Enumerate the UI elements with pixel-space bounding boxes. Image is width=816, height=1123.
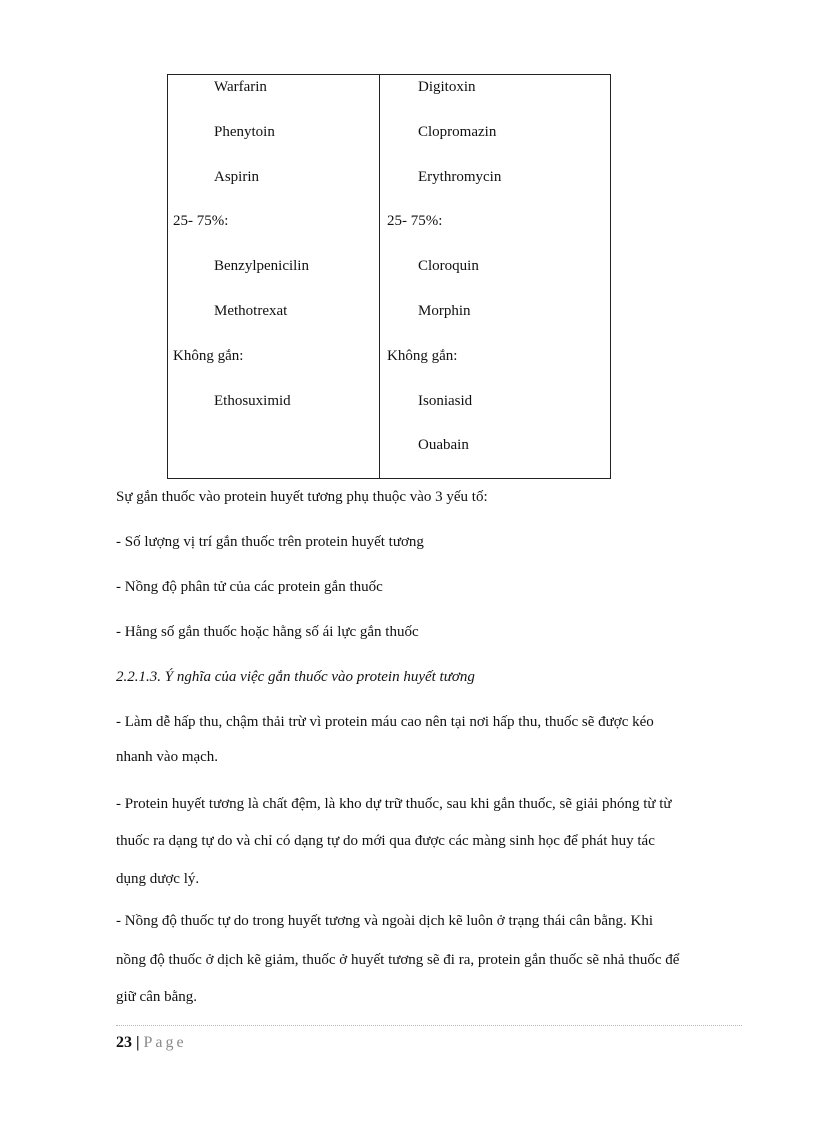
factor-3: - Hằng số gắn thuốc hoặc hằng số ái lực gắn thuốc <box>116 624 419 640</box>
right-entry: 25- 75%: <box>387 213 443 230</box>
right-entry: Digitoxin <box>418 79 476 95</box>
drug-binding-table <box>167 74 611 479</box>
significance-3-line-1: - Nồng độ thuốc tự do trong huyết tương và ngoài dịch kẽ luôn ở trạng thái cân bằng. Khi <box>116 913 654 929</box>
right-entry: Cloroquin <box>418 258 479 275</box>
page-footer <box>116 1033 187 1053</box>
left-entry: Phenytoin <box>214 123 275 140</box>
column-divider <box>379 75 380 478</box>
significance-2-line-3: dụng dược lý. <box>116 871 200 887</box>
significance-1-line-1: - Làm dễ hấp thu, chậm thải trừ vì protein máu cao nên tại nơi hấp thu, thuốc sẽ được kéo <box>116 714 654 730</box>
footer-separator: | <box>136 1034 140 1051</box>
right-entry: Ouabain <box>418 437 469 454</box>
right-entry: Clopromazin <box>418 123 497 140</box>
left-entry: Aspirin <box>214 168 259 185</box>
right-entry: Erythromycin <box>418 168 502 185</box>
left-entry: Methotrexat <box>214 303 288 319</box>
significance-1-line-2: nhanh vào mạch. <box>116 749 219 765</box>
left-entry: Không gắn: <box>173 347 244 364</box>
significance-3-line-3: giữ cân bằng. <box>116 989 198 1005</box>
page-label: Page <box>143 1034 187 1051</box>
significance-3-line-2: nồng độ thuốc ở dịch kẽ giảm, thuốc ở huyết tương sẽ đi ra, protein gắn thuốc sẽ nhả thuốc để <box>116 952 680 968</box>
right-entry: Morphin <box>418 303 471 319</box>
footer-divider <box>116 1025 742 1026</box>
right-entry: Isoniasid <box>418 392 473 409</box>
significance-2-line-1: - Protein huyết tương là chất đệm, là kho dự trữ thuốc, sau khi gắn thuốc, sẽ giải phóng từ từ <box>116 796 672 812</box>
left-entry: Benzylpenicilin <box>214 258 309 275</box>
section-heading: 2.2.1.3. Ý nghĩa của việc gắn thuốc vào protein huyết tương <box>116 669 475 685</box>
left-entry: Warfarin <box>214 79 267 95</box>
page-number: 23 <box>116 1034 132 1051</box>
right-entry: Không gắn: <box>387 347 458 364</box>
factor-2: - Nồng độ phân tử của các protein gắn thuốc <box>116 579 383 595</box>
factor-1: - Số lượng vị trí gắn thuốc trên protein huyết tương <box>116 534 424 550</box>
significance-2-line-2: thuốc ra dạng tự do và chỉ có dạng tự do mới qua được các màng sinh học để phát huy tác <box>116 833 655 849</box>
left-entry: 25- 75%: <box>173 213 229 230</box>
intro-paragraph: Sự gắn thuốc vào protein huyết tương phụ thuộc vào 3 yếu tố: <box>116 489 488 505</box>
left-entry: Ethosuximid <box>214 392 291 409</box>
